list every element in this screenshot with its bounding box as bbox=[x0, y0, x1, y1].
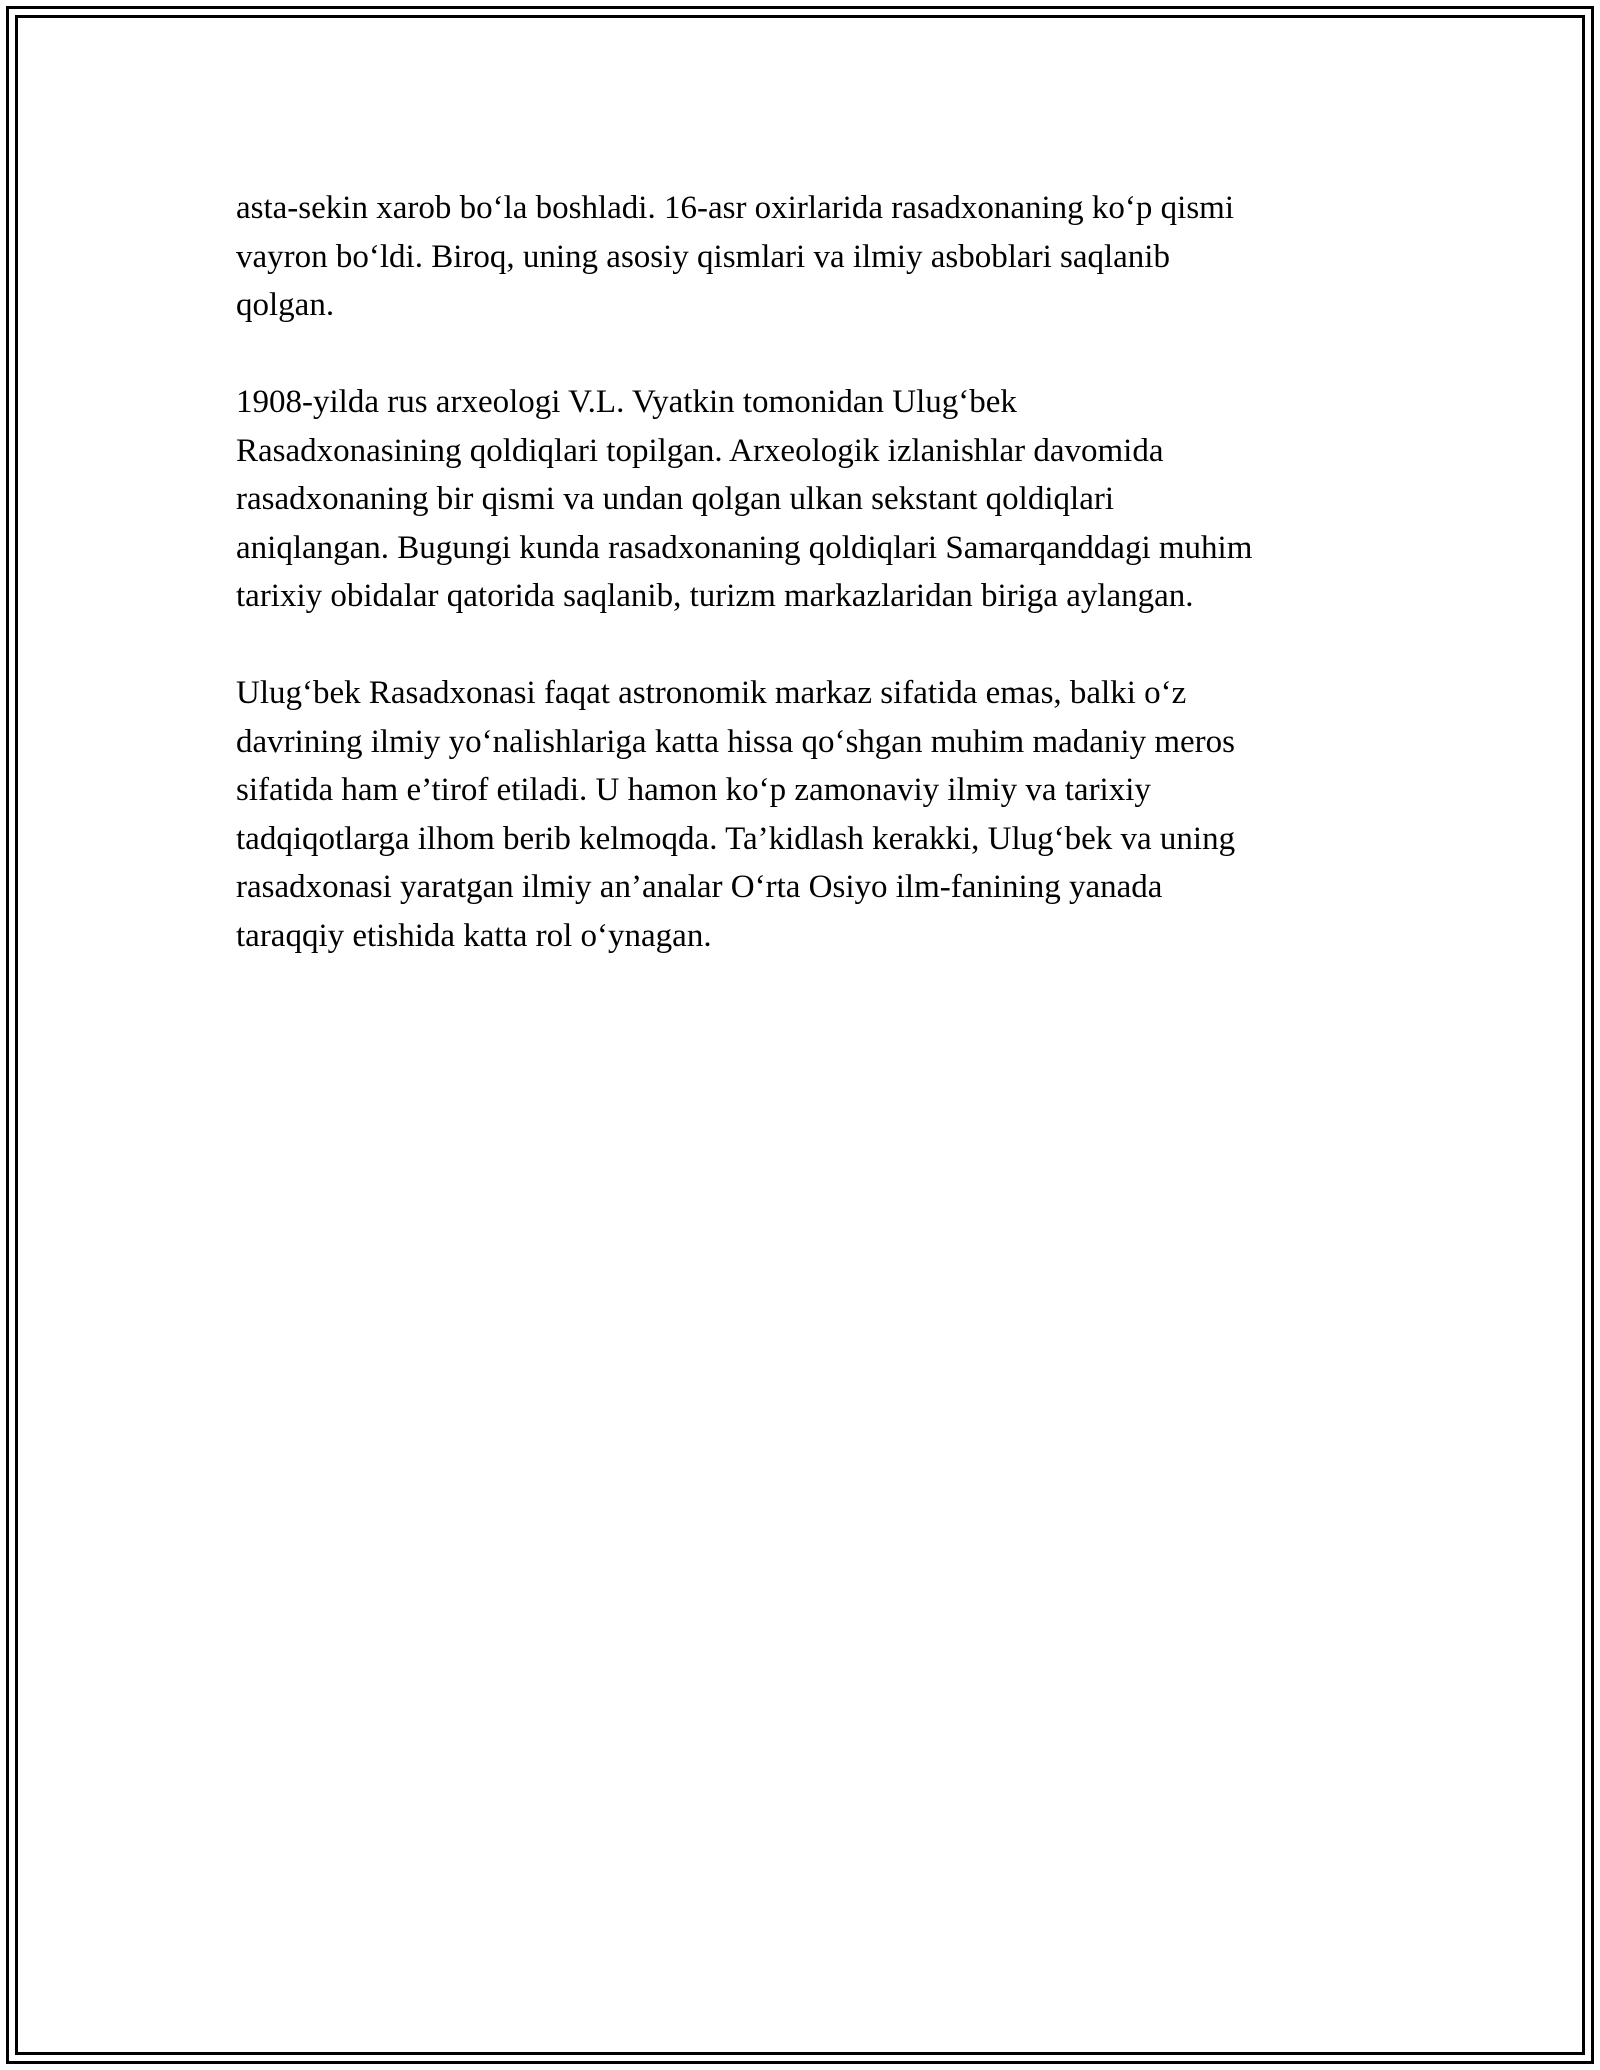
paragraph-2: 1908-yilda rus arxeologi V.L. Vyatkin tomonidan Ulug‘bek Rasadxonasining qoldiqlari topilgan. Arxeologik izlanishlar davomida rasadxonaning bir qismi va undan qolgan ulkan sekstant qoldiqlari aniqlangan. Bugungi kunda rasadxonaning qoldiqlari Samarqanddagi muhim tarixiy obidalar qatorida saqlanib, turizm markazlaridan biriga aylangan. bbox=[236, 384, 1253, 614]
paragraph-3: Ulug‘bek Rasadxonasi faqat astronomik markaz sifatida emas, balki o‘z davrining ilmiy yo‘nalishlariga katta hissa qo‘shgan muhim madaniy meros sifatida ham e’tirof etiladi. U hamon ko‘p zamonaviy ilmiy va tarixiy tadqiqotlarga ilhom berib kelmoqda. Ta’kidlash kerakki, Ulug‘bek va uning rasadxonasi yaratgan ilmiy an’analar O‘rta Osiyo ilm-fanining yanada taraqqiy etishida katta rol o‘ynagan. bbox=[236, 675, 1236, 954]
paragraph-1: asta-sekin xarob bo‘la boshladi. 16-asr oxirlarida rasadxonaning ko‘p qismi vayron bo‘ldi. Biroq, uning asosiy qismlari va ilmiy asboblari saqlanib qolgan. bbox=[236, 190, 1234, 323]
document-body bbox=[236, 184, 1416, 1009]
